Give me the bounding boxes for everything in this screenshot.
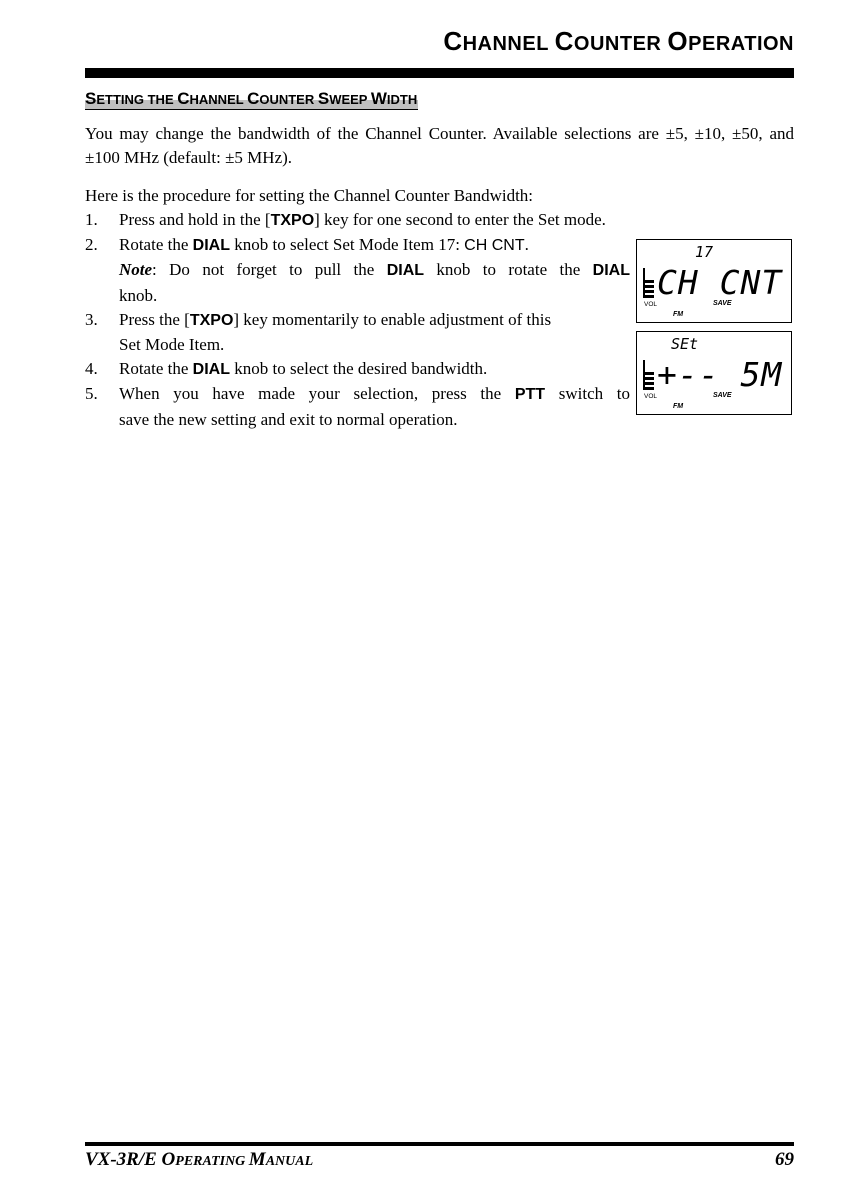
fm-indicator: FM [673,311,684,318]
lcd-segments [637,240,791,322]
lcd-display-set [636,331,792,415]
vol-label: VOL [644,393,658,400]
lcd-item-label: SEt [671,335,699,353]
note-line: Note: Do not forget to pull the DIAL knob to rotate the DIAL [119,260,630,280]
dial-key: DIAL [192,361,230,379]
page-title: CHANNEL COUNTER OPERATION [443,26,794,56]
step-5: 5. When you have made your selection, press the PTT switch to save the new setting and exit to normal operation. [85,384,630,429]
save-indicator: SAVE [713,392,732,399]
vol-label: VOL [644,301,658,308]
step-1: 1. Press and hold in the [TXPO] key for one second to enter the Set mode. [85,210,606,229]
step-3: 3. Press the [TXPO] key momentarily to enable adjustment of this Set Mode Item. [85,309,552,355]
lcd-segments [637,332,791,414]
txpo-key: TXPO [189,311,234,329]
section-heading: SETTING THE CHANNEL COUNTER SWEEP WIDTH [85,89,418,108]
procedure-steps [85,208,630,432]
lcd-main-text: +-- 5M [657,355,783,394]
dial-key: DIAL [192,237,230,255]
txpo-key: TXPO [270,212,315,229]
volume-bar-icon [643,268,654,298]
title-rule [85,68,794,78]
save-indicator: SAVE [713,300,732,307]
intro-paragraph: You may change the bandwidth of the Channel Counter. Available selections are ±5, ±10, ±50, and ±100 MHz (default: ±5 MHz). [85,124,794,167]
dial-key: DIAL [592,262,630,280]
manual-title: VX-3R/E OPERATING MANUAL [85,1149,314,1170]
fm-indicator: FM [673,403,684,410]
lcd-display-ch-cnt [636,239,792,323]
page-number: 69 [775,1149,794,1170]
set-mode-item-code: CH CNT [464,237,525,255]
volume-bar-icon [643,360,654,390]
lcd-item-number: 17 [695,243,714,261]
dial-key: DIAL [386,262,425,280]
lcd-main-text: CH CNT [657,263,783,302]
step-4: 4. Rotate the DIAL knob to select the desired bandwidth. [85,359,488,379]
step-2: 2. Rotate the DIAL knob to select Set Mode Item 17: CH CNT. Note: Do not forget to pull the DIAL knob to rotate the DIAL knob. [85,235,630,305]
ptt-key: PTT [514,386,546,404]
procedure-intro: Here is the procedure for setting the Channel Counter Bandwidth: [85,186,534,205]
footer-rule [85,1142,794,1146]
